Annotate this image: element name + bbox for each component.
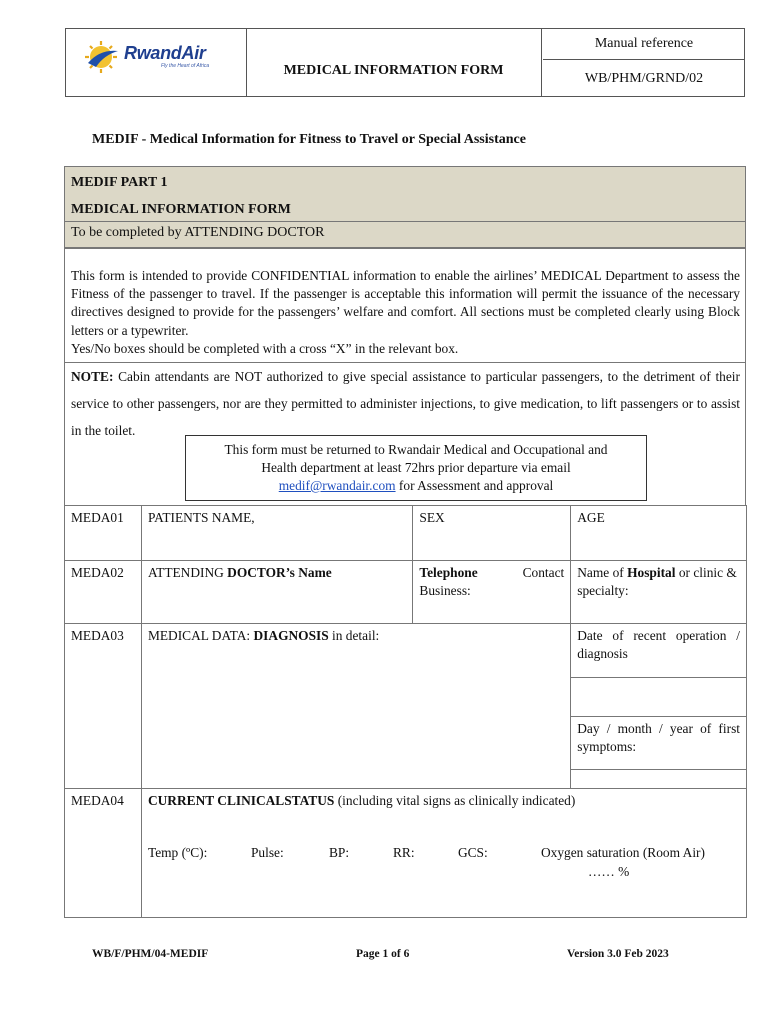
diagnosis-field[interactable] bbox=[141, 624, 570, 789]
email-link[interactable]: medif@rwandair.com bbox=[278, 478, 396, 493]
doctor-name-field[interactable] bbox=[141, 561, 412, 624]
oxygen-saturation-label: Oxygen saturation (Room Air) bbox=[540, 845, 705, 860]
footer-doc-code: WB/F/PHM/04-MEDIF bbox=[92, 948, 209, 960]
part-heading bbox=[64, 166, 746, 222]
recent-operation-label: Date of recent operation / diagnosis bbox=[571, 624, 747, 678]
callout-line3: for Assessment and approval bbox=[395, 478, 554, 493]
recent-operation-date-field[interactable] bbox=[571, 678, 747, 717]
note-text: Cabin attendants are NOT authorized to give special assistance to particular passengers, to the detriment of their service to other passengers, nor are they permitted to administer injections, to give medication, to lift passengers or to assist in the toilet. bbox=[71, 369, 740, 438]
bp-field[interactable]: BP: bbox=[328, 845, 350, 860]
diagnosis-label-pre: MEDICAL DATA: bbox=[147, 628, 254, 643]
rr-field[interactable]: RR: bbox=[392, 845, 415, 860]
document-header bbox=[65, 28, 745, 97]
table-row-meda01 bbox=[65, 506, 747, 561]
row-code: MEDA02 bbox=[65, 561, 142, 624]
completed-by-label: To be completed by ATTENDING DOCTOR bbox=[64, 221, 746, 248]
intro-section bbox=[64, 248, 746, 363]
logo-cell bbox=[66, 29, 247, 96]
manual-reference-label: Manual reference bbox=[543, 29, 745, 60]
part-heading-line2: MEDICAL INFORMATION FORM bbox=[71, 202, 291, 217]
doctor-label-bold: DOCTOR’s Name bbox=[227, 565, 332, 580]
intro-paragraph: This form is intended to provide CONFIDENTIAL information to enable the airlines’ MEDICAL Department to assess the Fitness of the passenger to travel. If the passenger is acceptable this information will permit the issuance of the necessary directives designed to provide for the passengers’ welfare and comfort. All sections must be completed clearly using Block letters or a typewriter. bbox=[71, 268, 740, 338]
hospital-label-post: or clinic & specialty: bbox=[577, 565, 737, 598]
row-code: MEDA04 bbox=[65, 789, 142, 918]
form-title: MEDICAL INFORMATION FORM bbox=[246, 29, 542, 96]
sex-field[interactable]: SEX bbox=[413, 506, 571, 561]
footer-page-number: Page 1 of 6 bbox=[356, 948, 410, 960]
oxygen-saturation-field[interactable]: …… % bbox=[587, 864, 630, 879]
hospital-field[interactable] bbox=[571, 561, 747, 624]
clinical-status-label: CURRENT CLINICALSTATUS bbox=[147, 793, 335, 808]
clinical-status-note: (including vital signs as clinically indicated) bbox=[334, 793, 576, 808]
logo-tagline: Fly the Heart of Africa bbox=[161, 63, 210, 69]
doctor-label-pre: ATTENDING bbox=[147, 565, 228, 580]
first-symptoms-label: Day / month / year of first symptoms: bbox=[571, 717, 747, 770]
note-label: NOTE: bbox=[71, 369, 114, 384]
diagnosis-label-bold: DIAGNOSIS bbox=[253, 628, 329, 643]
telephone-field[interactable] bbox=[413, 561, 571, 624]
gcs-field[interactable]: GCS: bbox=[457, 845, 488, 860]
age-field[interactable]: AGE bbox=[571, 506, 747, 561]
document-subtitle: MEDIF - Medical Information for Fitness to Travel or Special Assistance bbox=[92, 132, 526, 147]
logo-wordmark: RwandAir bbox=[124, 43, 206, 63]
part-heading-line1: MEDIF PART 1 bbox=[71, 175, 168, 190]
table-row-meda03 bbox=[65, 624, 747, 678]
telephone-label: Telephone bbox=[419, 565, 478, 580]
temp-field[interactable]: Temp (ºC): bbox=[147, 845, 208, 860]
contact-label: Contact bbox=[522, 565, 565, 580]
pulse-field[interactable]: Pulse: bbox=[250, 845, 284, 860]
hospital-label-bold: Hospital bbox=[627, 565, 676, 580]
diagnosis-label-post: in detail: bbox=[328, 628, 380, 643]
row-code: MEDA03 bbox=[65, 624, 142, 789]
patient-name-field[interactable]: PATIENTS NAME, bbox=[141, 506, 412, 561]
footer-version: Version 3.0 Feb 2023 bbox=[567, 948, 669, 960]
callout-line2: Health department at least 72hrs prior departure via email bbox=[261, 460, 571, 475]
callout-line1: This form must be returned to Rwandair Medical and Occupational and bbox=[224, 442, 608, 457]
table-row-meda04 bbox=[65, 789, 747, 918]
manual-reference-value: WB/PHM/GRND/02 bbox=[584, 71, 704, 86]
clinical-status-field[interactable] bbox=[141, 789, 746, 918]
first-symptoms-date-field[interactable] bbox=[571, 770, 747, 789]
yes-no-instruction: Yes/No boxes should be completed with a cross “X” in the relevant box. bbox=[71, 340, 459, 356]
return-instructions-box bbox=[185, 435, 647, 501]
table-row-meda02 bbox=[65, 561, 747, 624]
business-label: Business: bbox=[419, 583, 471, 598]
hospital-label-pre: Name of bbox=[577, 565, 628, 580]
rwandair-sun-logo-icon bbox=[82, 39, 122, 75]
row-code: MEDA01 bbox=[65, 506, 142, 561]
medical-data-table bbox=[64, 505, 747, 918]
